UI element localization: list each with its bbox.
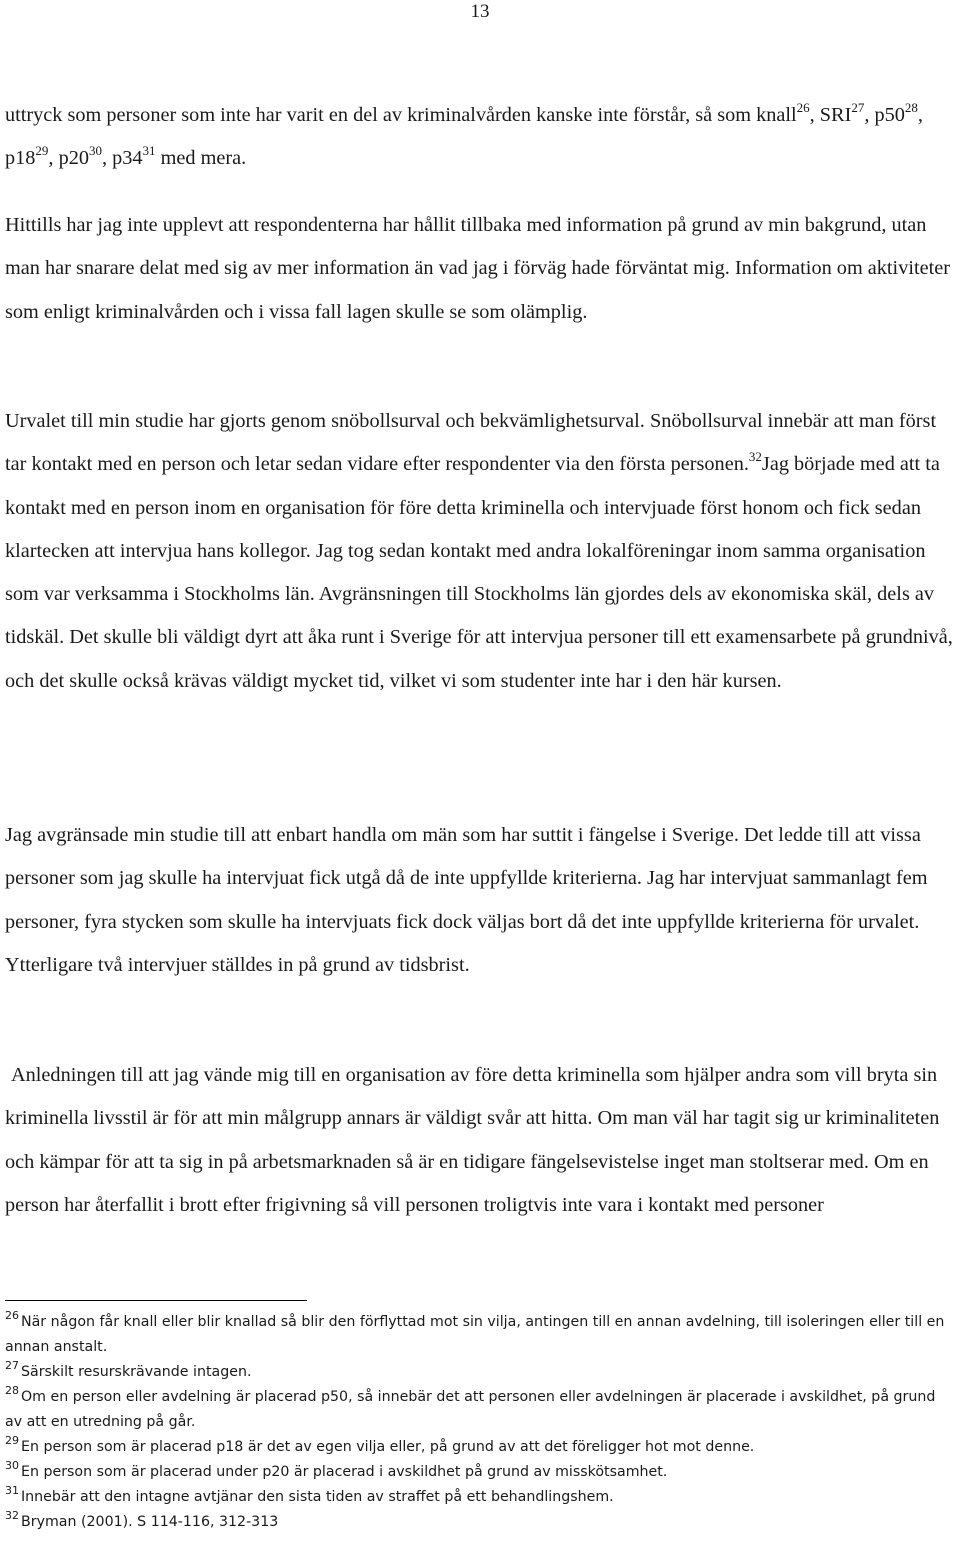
footnote-32: $^{32}$ Bryman (2001). S 114-116, 312-313 (5, 1509, 279, 1530)
footnote-ref-26[interactable]: 26 (796, 100, 810, 115)
page-number: 13 (470, 1, 490, 22)
footnote-ref-30[interactable]: 30 (88, 143, 102, 159)
footnote-separator (5, 1300, 307, 1301)
paragraph-2: Hittills har jag inte upplevt att respondenterna har hållit tillbaka med information på grund av min bakgrund, utan man har snarare delat med sig av mer information än vad jag i förväg hade förväntat mig. Information om aktiviteter som enligt kriminalvården och i vissa fall lagen skulle se som olämplig. (5, 214, 950, 323)
paragraph-4: Jag avgränsade min studie till att enbart handla om män som har suttit i fängelse i Sverige. Det ledde till att vissa personer som jag skulle ha intervjuat fick utgå då de inte uppfyllde kriterierna. Jag har intervjuat sammanlagt fem personer, fyra stycken som skulle ha intervjuats fick dock väljas bort då det inte uppfyllde kriterierna för urvalet. Ytterligare två intervjuer ställdes in på grund av tidsbrist. (5, 824, 928, 976)
footnote-ref-27[interactable]: 27 (851, 100, 865, 115)
footnote-31: $^{31}$ Innebär att den intagne avtjänar den sista tiden av straffet på ett behandlingshem. (5, 1484, 614, 1505)
footnote-ref-28[interactable]: 28 (904, 100, 918, 115)
footnote-ref-32[interactable]: 32 (748, 449, 762, 465)
footnote-28: $^{28}$ Om en person eller avdelning är placerad p50, så innebär det att personen eller avdelningen är placerade i avskildhet, på grund av att en utredning på går. (5, 1384, 936, 1430)
footnote-ref-29[interactable]: 29 (35, 143, 49, 159)
footnote-27: $^{27}$ Särskilt resurskrävande intagen. (5, 1359, 252, 1380)
footnote-26: $^{26}$ När någon får knall eller blir knallad så blir den förflyttad mot sin vilja, antingen till en annan avdelning, till isoleringen eller till en annan anstalt. (5, 1309, 945, 1355)
paragraph-3: Urvalet till min studie har gjorts genom snöbollsurval och bekvämlighetsurval. Snöbollsurval innebär att man först tar kontakt med en person och letar sedan vidare efter respondenter via den första personen.$^{32}$Jag började med att ta kontakt med en person inom en organisation för före detta kriminella och intervjuade först honom och fick sedan klartecken att intervjua hans kollegor. Jag tog sedan kontakt med andra lokalföreningar inom samma organisation som var verksamma i Stockholms län. Avgränsningen till Stockholms län gjordes dels av ekonomiska skäl, dels av tidskäl. Det skulle bli väldigt dyrt att åka runt i Sverige för att intervjua personer till ett examensarbete på grundnivå, och det skulle också krävas väldigt mycket tid, vilket vi som studenter inte har i den här kursen. (5, 410, 953, 692)
paragraph-1: uttryck som personer som inte har varit en del av kriminalvården kanske inte förstår, så som knall$^{26}$, SRI$^{27}$, $p50^{28}$, $p18^{29}$, $p20^{30}$, $p34^{31}$ med mera. (5, 100, 923, 170)
footnote-ref-31[interactable]: 31 (142, 143, 156, 159)
footnote-30: $^{30}$ En person som är placerad under p20 är placerad i avskildhet på grund av misskötsamhet. (5, 1459, 668, 1480)
footnote-29: $^{29}$ En person som är placerad p18 är det av egen vilja eller, på grund av att det föreligger hot mot denne. (5, 1434, 755, 1455)
paragraph-5: Anledningen till att jag vände mig till en organisation av före detta kriminella som hjälper andra som vill bryta sin kriminella livsstil är för att min målgrupp annars är väldigt svår att hitta. Om man väl har tagit sig ur kriminaliteten och kämpar för att ta sig in på arbetsmarknaden så är en tidigare fängelsevistelse inget man stoltserar med. Om en person har återfallit i brott efter frigivning så vill personen troligtvis inte vara i kontakt med personer (5, 1064, 940, 1216)
footnotes (5, 1310, 953, 1535)
